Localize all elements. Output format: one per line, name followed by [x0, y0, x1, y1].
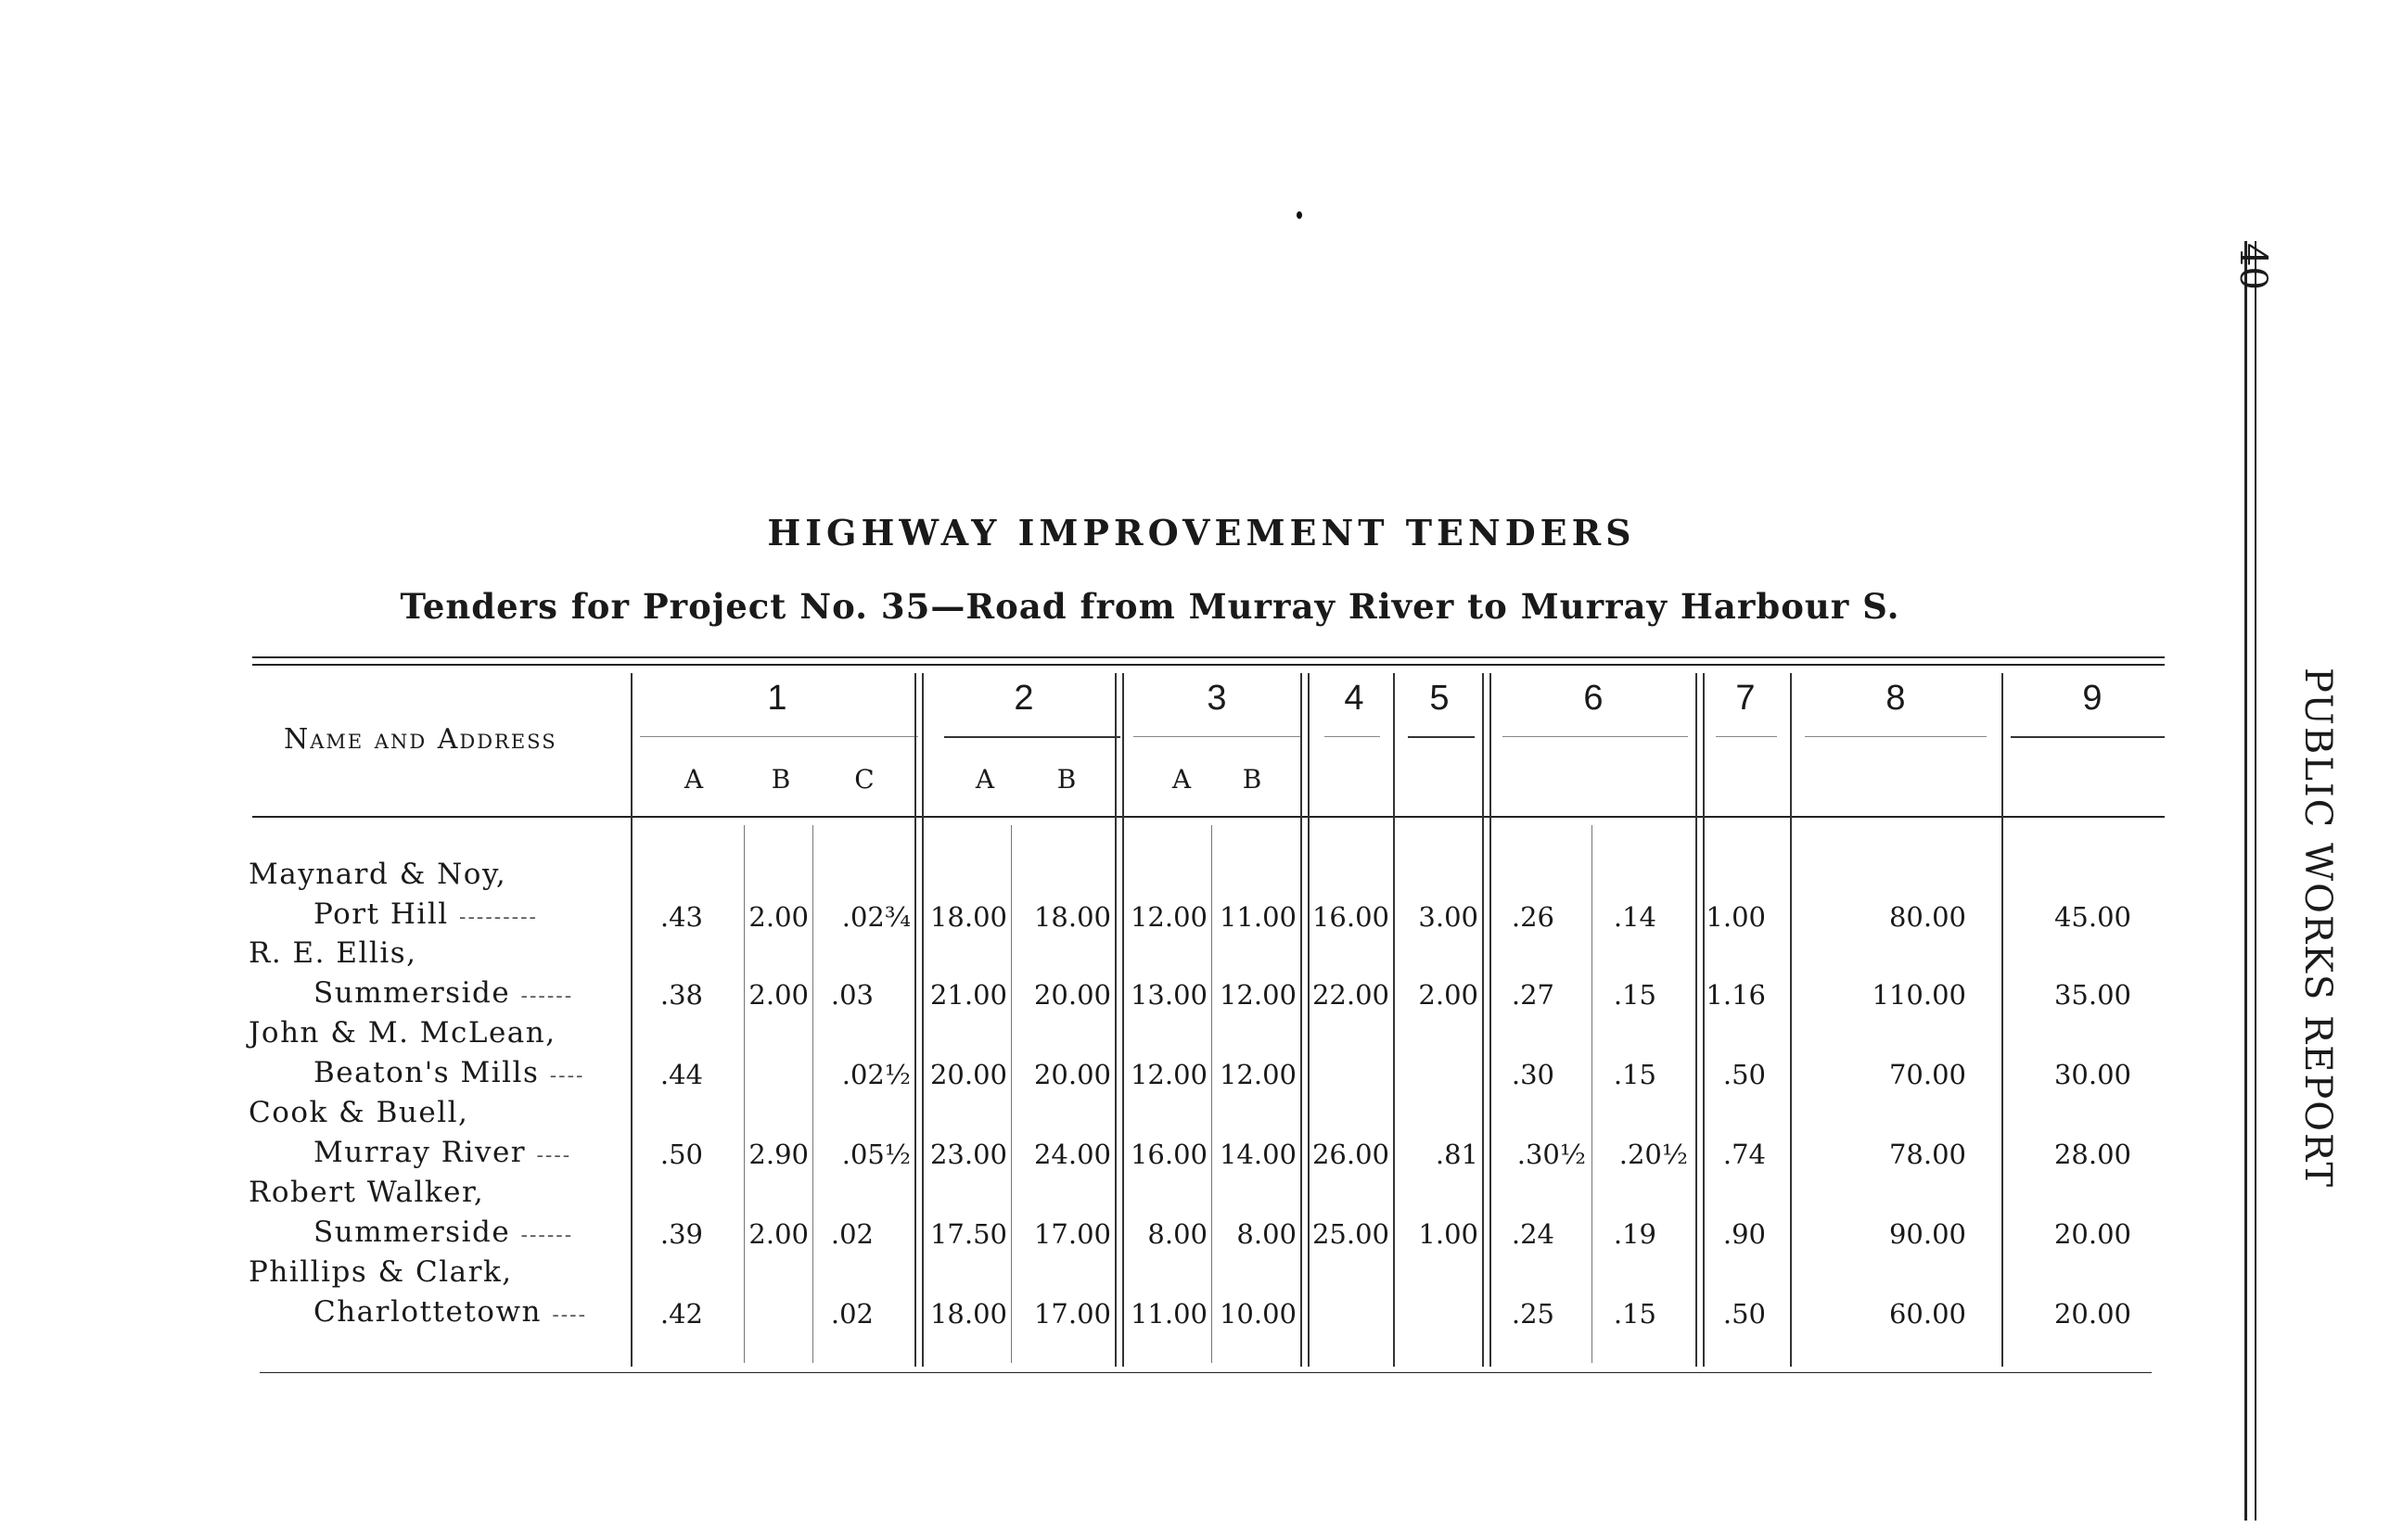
cell-1a: .44 [659, 1059, 703, 1090]
group-header-9: 9 [2082, 679, 2103, 718]
cell-6a: .27 [1511, 979, 1554, 1011]
table-bottom-rule [260, 1372, 2152, 1373]
col-rule [1790, 673, 1792, 1367]
cell-6a: .24 [1511, 1218, 1554, 1250]
cell-2b: 24.00 [1033, 1139, 1111, 1170]
cell-2b: 20.00 [1033, 979, 1111, 1011]
document-title: HIGHWAY IMPROVEMENT TENDERS [767, 512, 1636, 554]
cell-7: .74 [1722, 1139, 1766, 1170]
cell-1c: .02¾ [841, 901, 911, 933]
cell-1c: .02 [830, 1298, 874, 1330]
col-rule [1591, 825, 1592, 1363]
cell-6a: .30 [1511, 1059, 1554, 1090]
cell-2a: 21.00 [929, 979, 1007, 1011]
cell-7: 1.16 [1706, 979, 1766, 1011]
bidder-address: Murray River ---- [313, 1136, 572, 1169]
cell-1c: .05½ [841, 1139, 911, 1170]
cell-6b: .19 [1613, 1218, 1656, 1250]
cell-1a: .38 [659, 979, 703, 1011]
cell-1b: 2.00 [748, 979, 809, 1011]
cell-1c: .02 [830, 1218, 874, 1250]
col-rule [1300, 673, 1302, 1367]
cell-1a: .39 [659, 1218, 703, 1250]
cell-4: 26.00 [1311, 1139, 1389, 1170]
binding-rule [2244, 241, 2256, 1521]
cell-4: 16.00 [1311, 901, 1389, 933]
cell-3b: 14.00 [1219, 1139, 1297, 1170]
col-rule [631, 673, 633, 1367]
cell-3b: 10.00 [1219, 1298, 1297, 1330]
group-header-5: 5 [1429, 679, 1450, 718]
bidder-name: Phillips & Clark, [249, 1255, 513, 1289]
cell-9: 45.00 [2053, 901, 2131, 933]
cell-6b: .15 [1613, 1298, 1656, 1330]
cell-1c: .03 [830, 979, 874, 1011]
col-rule [1308, 673, 1310, 1367]
cell-3b: 11.00 [1219, 901, 1297, 933]
sub-header-3a: A [1171, 764, 1192, 795]
bidder-name: Cook & Buell, [249, 1096, 469, 1129]
cell-5: 1.00 [1418, 1218, 1478, 1250]
bidder-address: Port Hill --------- [313, 897, 538, 931]
cell-9: 20.00 [2053, 1218, 2131, 1250]
cell-9: 35.00 [2053, 979, 2131, 1011]
group-1-underline [640, 736, 918, 737]
group-3-underline [1133, 736, 1300, 737]
cell-4: 22.00 [1311, 979, 1389, 1011]
cell-7: .90 [1722, 1218, 1766, 1250]
cell-1b: 2.90 [748, 1139, 809, 1170]
group-header-7: 7 [1735, 679, 1756, 718]
col-rule [1489, 673, 1491, 1367]
sub-header-2b: B [1056, 764, 1077, 795]
col-rule [1122, 673, 1124, 1367]
bidder-name: John & M. McLean, [249, 1016, 556, 1050]
cell-6a: .26 [1511, 901, 1554, 933]
cell-7: .50 [1722, 1059, 1766, 1090]
group-7-underline [1716, 736, 1777, 737]
group-9-underline [2011, 736, 2165, 738]
bidder-address: Beaton's Mills ---- [313, 1056, 585, 1089]
cell-6a: .25 [1511, 1298, 1554, 1330]
cell-1a: .50 [659, 1139, 703, 1170]
cell-3a: 12.00 [1130, 901, 1208, 933]
col-rule [1695, 673, 1697, 1367]
table-top-rule [252, 656, 2165, 658]
cell-2b: 20.00 [1033, 1059, 1111, 1090]
running-head: PUBLIC WORKS REPORT [2296, 668, 2339, 1190]
cell-2b: 17.00 [1033, 1218, 1111, 1250]
cell-1b: 2.00 [748, 1218, 809, 1250]
group-header-3: 3 [1207, 679, 1227, 718]
cell-3a: 13.00 [1130, 979, 1208, 1011]
group-header-1: 1 [767, 679, 787, 718]
cell-5: .81 [1435, 1139, 1478, 1170]
cell-2a: 18.00 [929, 901, 1007, 933]
page-number: 40 [2231, 243, 2274, 290]
cell-9: 30.00 [2053, 1059, 2131, 1090]
cell-6b: .20½ [1618, 1139, 1688, 1170]
col-rule [1393, 673, 1395, 1367]
table-top-rule-2 [252, 664, 2165, 666]
group-8-underline [1805, 736, 1987, 737]
cell-2a: 23.00 [929, 1139, 1007, 1170]
cell-2b: 18.00 [1033, 901, 1111, 933]
group-5-underline [1408, 736, 1475, 738]
col-rule [1703, 673, 1705, 1367]
cell-8: 70.00 [1888, 1059, 1966, 1090]
cell-1a: .42 [659, 1298, 703, 1330]
cell-3b: 8.00 [1236, 1218, 1297, 1250]
cell-8: 80.00 [1888, 901, 1966, 933]
cell-4: 25.00 [1311, 1218, 1389, 1250]
bidder-name: Robert Walker, [249, 1176, 485, 1209]
cell-8: 60.00 [1888, 1298, 1966, 1330]
group-header-2: 2 [1014, 679, 1034, 718]
cell-5: 3.00 [1418, 901, 1478, 933]
print-speck [1297, 211, 1302, 219]
cell-6b: .15 [1613, 1059, 1656, 1090]
bidder-address: Charlottetown ---- [313, 1295, 588, 1329]
cell-6a: .30½ [1516, 1139, 1586, 1170]
group-4-underline [1324, 736, 1380, 737]
cell-8: 110.00 [1872, 979, 1966, 1011]
group-6-underline [1502, 736, 1688, 737]
cell-7: 1.00 [1706, 901, 1766, 933]
cell-2a: 18.00 [929, 1298, 1007, 1330]
col-rule [1211, 825, 1212, 1363]
cell-3a: 11.00 [1130, 1298, 1208, 1330]
name-address-header: Name and Address [284, 723, 557, 756]
sub-header-1a: A [684, 764, 704, 795]
group-header-8: 8 [1885, 679, 1906, 718]
cell-9: 20.00 [2053, 1298, 2131, 1330]
bidder-name: Maynard & Noy, [249, 858, 507, 891]
col-rule [812, 825, 813, 1363]
cell-1c: .02½ [841, 1059, 911, 1090]
cell-2a: 20.00 [929, 1059, 1007, 1090]
cell-3b: 12.00 [1219, 1059, 1297, 1090]
cell-7: .50 [1722, 1298, 1766, 1330]
sub-header-1c: C [854, 764, 875, 795]
cell-2a: 17.50 [929, 1218, 1007, 1250]
bidder-address: Summerside ------ [313, 976, 574, 1010]
sub-header-3b: B [1242, 764, 1262, 795]
cell-3a: 16.00 [1130, 1139, 1208, 1170]
col-rule [1011, 825, 1012, 1363]
cell-3a: 8.00 [1147, 1218, 1208, 1250]
cell-6b: .14 [1613, 901, 1656, 933]
col-rule [922, 673, 924, 1367]
header-bottom-rule [252, 816, 2165, 818]
sub-header-2a: A [975, 764, 995, 795]
group-header-6: 6 [1583, 679, 1604, 718]
cell-3a: 12.00 [1130, 1059, 1208, 1090]
col-rule [1115, 673, 1117, 1367]
col-rule [2001, 673, 2003, 1367]
bidder-address: Summerside ------ [313, 1215, 574, 1249]
cell-8: 78.00 [1888, 1139, 1966, 1170]
cell-1b: 2.00 [748, 901, 809, 933]
document-subtitle: Tenders for Project No. 35—Road from Murray River to Murray Harbour S. [400, 586, 1900, 627]
col-rule [1482, 673, 1484, 1367]
group-header-4: 4 [1344, 679, 1364, 718]
col-rule [914, 673, 916, 1367]
cell-8: 90.00 [1888, 1218, 1966, 1250]
cell-6b: .15 [1613, 979, 1656, 1011]
group-2-underline [944, 736, 1120, 738]
cell-9: 28.00 [2053, 1139, 2131, 1170]
cell-3b: 12.00 [1219, 979, 1297, 1011]
sub-header-1b: B [771, 764, 791, 795]
bidder-name: R. E. Ellis, [249, 936, 417, 970]
cell-1a: .43 [659, 901, 703, 933]
cell-2b: 17.00 [1033, 1298, 1111, 1330]
cell-5: 2.00 [1418, 979, 1478, 1011]
